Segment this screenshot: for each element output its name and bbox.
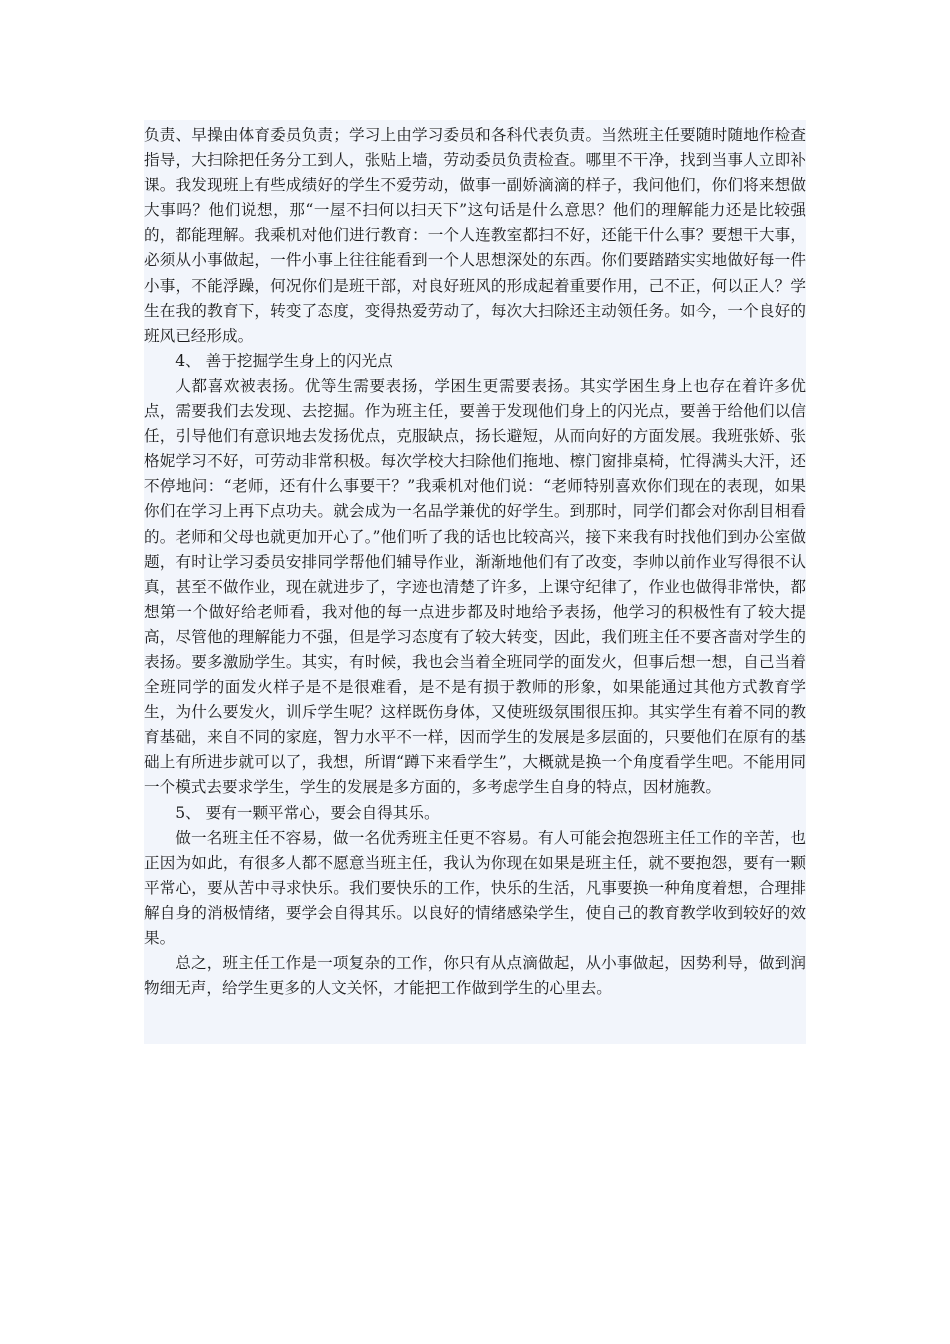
section-heading-5: 5、 要有一颗平常心，要会自得其乐。 xyxy=(175,803,440,822)
paragraph-class-duties: 负责、早操由体育委员负责；学习上由学习委员和各科代表负责。当然班主任要随时随地作检查指导，大扫除把任务分工到人，张贴上墙，劳动委员负责检查。哪里不干净，找到当事人立即补课。我发现班上有些成绩好的学生不爱劳动，做事一副娇滴滴的样子，我问他们，你们将来想做大事吗？他们说想，那“一屋不扫何以扫天下”这句话是什么意思？他们的理解能力还是比较强的，都能理解。我乘机对他们进行教育：一个人连教室都扫不好，还能干什么事？要想干大事，必须从小事做起，一件小事上往往能看到一个人思想深处的东西。你们要踏踏实实地做好每一件小事，不能浮躁，何况你们是班干部，对良好班风的形成起着重要作用，己不正，何以正人？学生在我的教育下，转变了态度，变得热爱劳动了，每次大扫除还主动领任务。如今，一个良好的班风已经形成。 xyxy=(144,126,806,345)
paragraph-praise-students: 人都喜欢被表扬。优等生需要表扬，学困生更需要表扬。其实学困生身上也存在着许多优点，需要我们去发现、去挖掘。作为班主任，要善于发现他们身上的闪光点，要善于给他们以信任，引导他们有意识地去发扬优点，克服缺点，扬长避短，从而向好的方面发展。我班张娇、张格妮学习不好，可劳动非常积极。每次学校大扫除他们拖地、檫门窗排桌椅，忙得满头大汗，还不停地问：“老师，还有什么事要干？”我乘机对他们说：“老师特别喜欢你们现在的表现，如果你们在学习上再下点功夫。就会成为一名品学兼优的好学生。到那时，同学们都会对你刮目相看的。老师和父母也就更加开心了。”他们听了我的话也比较高兴，接下来我有时找他们到办公室做题，有时让学习委员安排同学帮他们辅导作业，渐渐地他们有了改变，李帅以前作业写得很不认真，甚至不做作业，现在就进步了，字迹也清楚了许多，上课守纪律了，作业也做得非常快，都想第一个做好给老师看，我对他的每一点进步都及时地给予表扬，他学习的积极性有了较大提高，尽管他的理解能力不强，但是学习态度有了较大转变，因此，我们班主任不要吝啬对学生的表扬。要多激励学生。其实，有时候，我也会当着全班同学的面发火，但事后想一想，自己当着全班同学的面发火样子是不是很难看，是不是有损于教师的形象，如果能通过其他方式教育学生，为什么要发火，训斥学生呢？这样既伤身体，又使班级氛围很压抑。其实学生有着不同的教育基础，来自不同的家庭，智力水平不一样，因而学生的发展是多层面的，只要他们在原有的基础上有所进步就可以了，我想，所谓“蹲下来看学生”，大概就是换一个角度看学生吧。不能用同一个模式去要求学生，学生的发展是多方面的，多考虑学生自身的特点，因材施教。 xyxy=(144,376,806,797)
paragraph-conclusion: 总之，班主任工作是一项复杂的工作，你只有从点滴做起，从小事做起，因势利导，做到润物细无声，给学生更多的人文关怀，才能把工作做到学生的心里去。 xyxy=(144,954,806,998)
section-heading-4: 4、 善于挖掘学生身上的闪光点 xyxy=(175,351,393,370)
paragraph-ordinary-heart: 做一名班主任不容易，做一名优秀班主任更不容易。有人可能会抱怨班主任工作的辛苦，也正因为如此，有很多人都不愿意当班主任，我认为你现在如果是班主任，就不要抱怨，要有一颗平常心，要从苦中寻求快乐。我们要快乐的工作，快乐的生活，凡事要换一种角度着想，合理排解自身的消极情绪，要学会自得其乐。以良好的情绪感染学生，使自己的教育教学收到较好的效果。 xyxy=(144,828,806,947)
text-block xyxy=(144,120,806,1044)
